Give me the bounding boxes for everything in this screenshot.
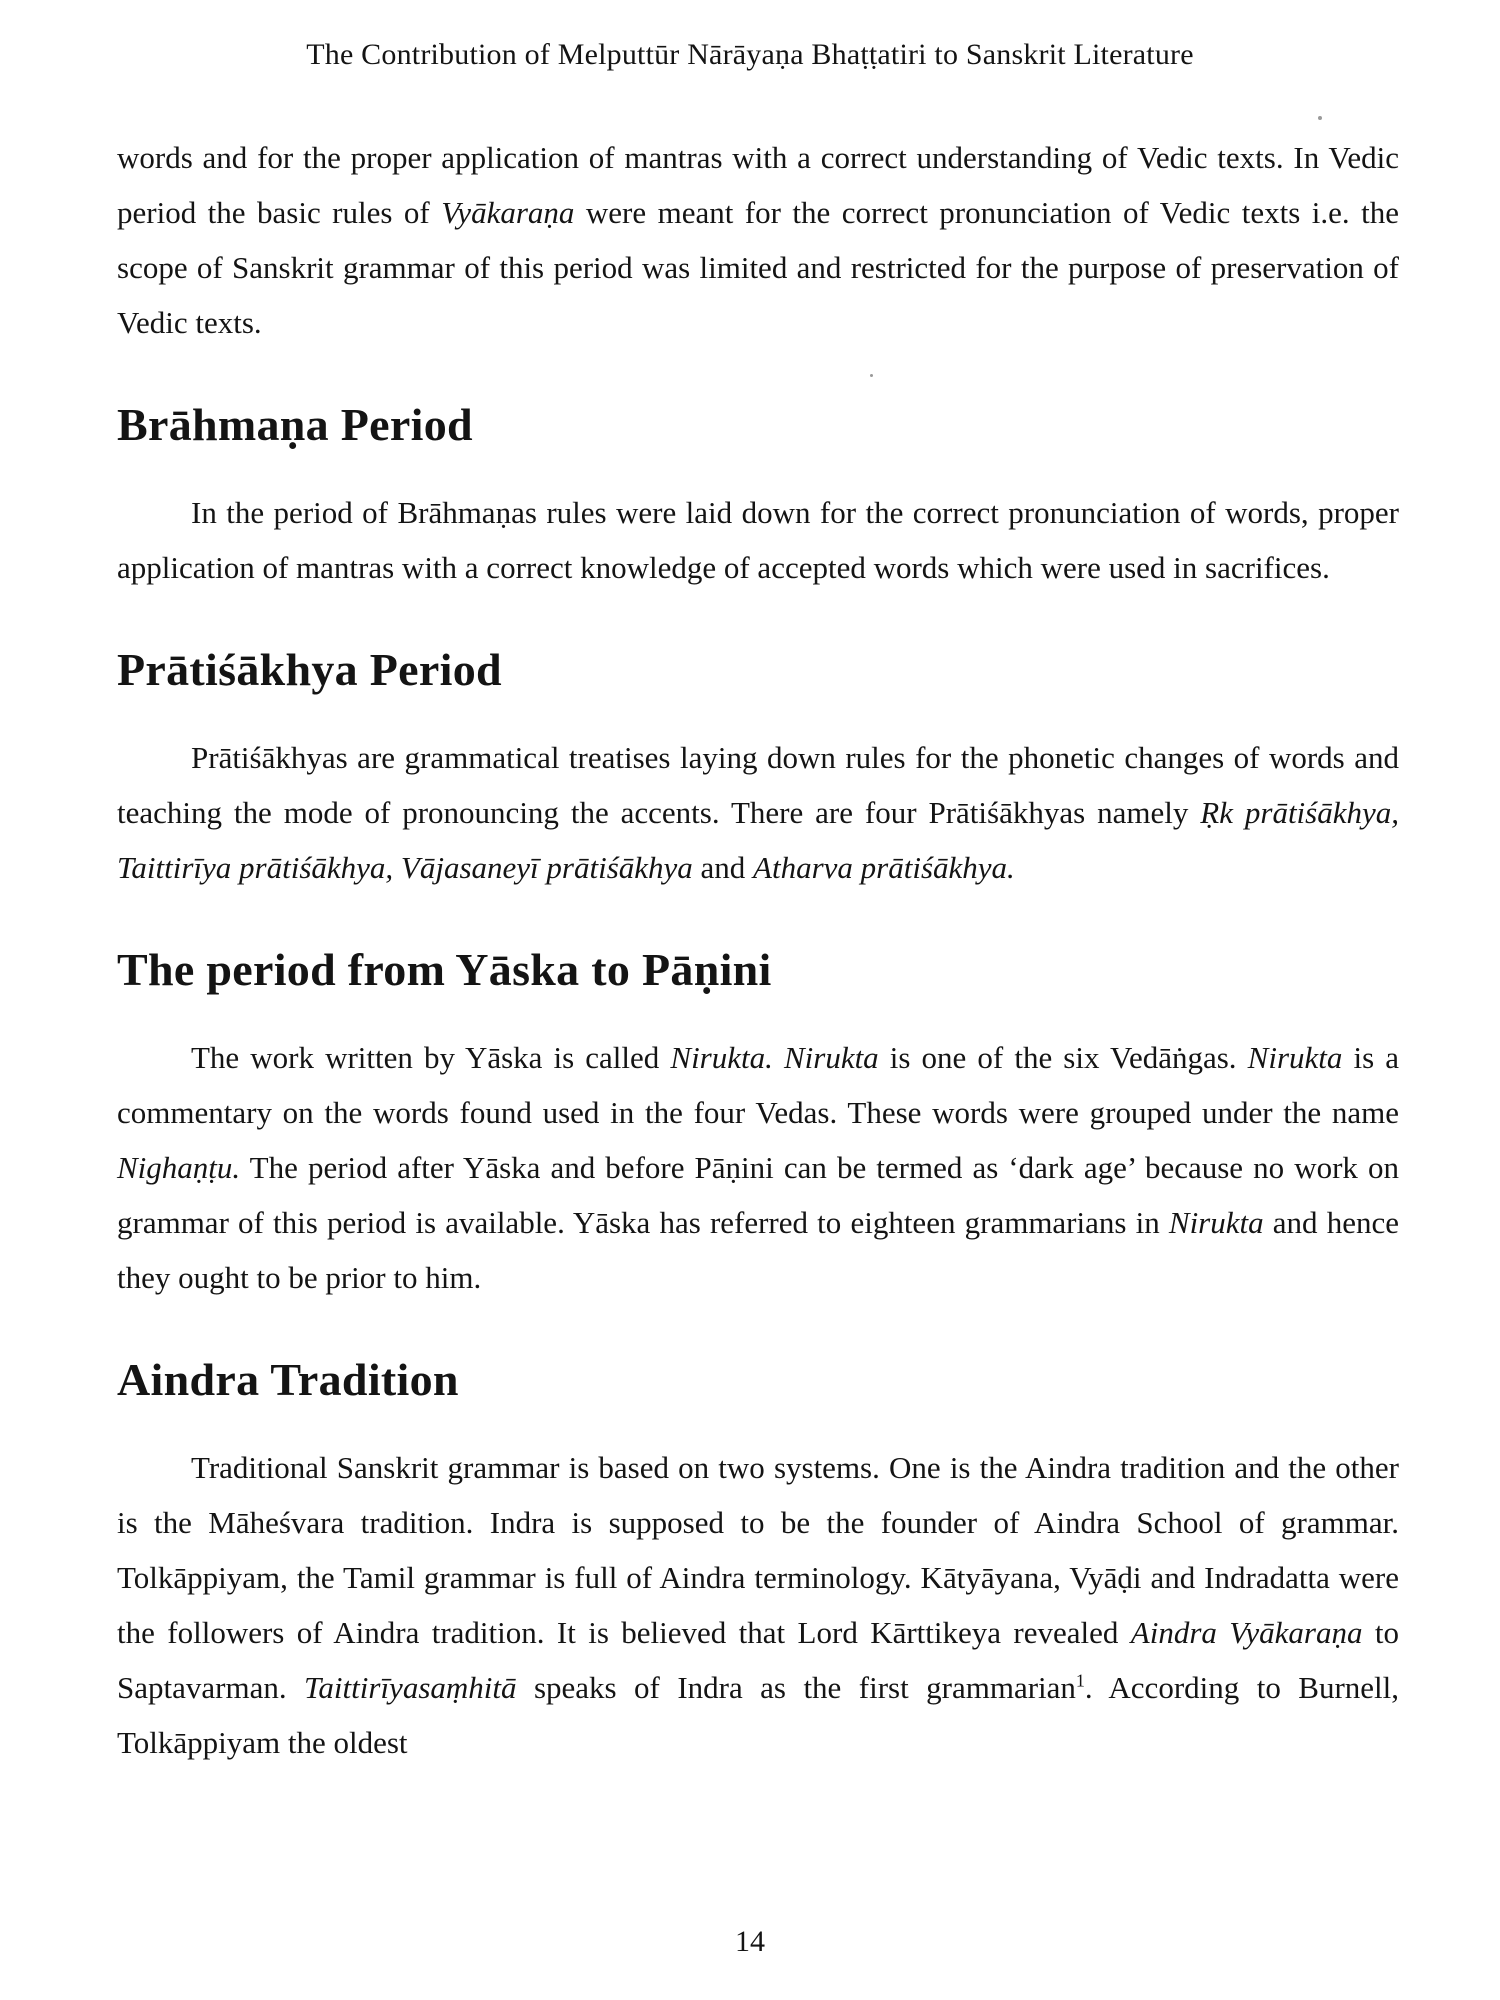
section-heading-yaska: The period from Yāska to Pāṇini [117, 944, 772, 995]
italic-term: Vyākaraṇa [441, 195, 575, 230]
section-heading-pratisakhya: Prātiśākhya Period [117, 644, 502, 695]
italic-term: Ṛk prātiśākhya, Taittirīya prātiśākhya, Vājasaneyī prātiśākhya [117, 795, 1400, 885]
pratisakhya-paragraph: Prātiśākhyas are grammatical treatises laying down rules for the phonetic changes of words and teaching the mode of pronouncing the accents. There are four Prātiśākhyas namely Ṛk prātiśākhya, Taittirīya prātiśākhya, Vājasaneyī prātiśākhya and Atharva prātiśākhya. [117, 740, 1400, 885]
intro-paragraph: words and for the proper application of mantras with a correct understanding of Vedic texts. In Vedic period the basic rules of Vyākaraṇa were meant for the correct pronunciation of Vedic texts i.e. the scope of Sanskrit grammar of this period was limited and restricted for the purpose of preservation of Vedic texts. [117, 140, 1399, 340]
section-heading-brahmana: Brāhmaṇa Period [117, 399, 473, 450]
italic-term: Nirukta [1168, 1205, 1264, 1240]
italic-term: Aindra Vyākaraṇa [1130, 1615, 1363, 1650]
italic-term: Nighaṇṭu. [117, 1150, 241, 1185]
page-number: 14 [735, 1925, 765, 1958]
aindra-paragraph: Traditional Sanskrit grammar is based on two systems. One is the Aindra tradition and the other is the Māheśvara tradition. Indra is supposed to be the founder of Aindra School of grammar. Tolkāppiyam, the Tamil grammar is full of Aindra terminology. Kātyāyana, Vyāḍi and Indradatta were the followers of Aindra tradition. It is believed that Lord Kārttikeya revealed Aindra Vyākaraṇa to Saptavarman. Taittirīyasaṃhitā speaks of Indra as the first grammarian$^1$. According to Burnell, Tolkāppiyam the oldest [117, 1450, 1399, 1760]
italic-term: Nirukta. Nirukta [670, 1040, 879, 1075]
yaska-paragraph: The work written by Yāska is called Nirukta. Nirukta is one of the six Vedāṅgas. Nirukta is a commentary on the words found used in the four Vedas. These words were grouped under the name Nighaṇṭu. The period after Yāska and before Pāṇini can be termed as ‘dark age’ because no work on grammar of this period is available. Yāska has referred to eighteen grammarians in Nirukta and hence they ought to be prior to him. [117, 1040, 1400, 1295]
footnote-marker[interactable]: 1 [1075, 1670, 1085, 1691]
italic-term: Atharva prātiśākhya. [753, 850, 1015, 885]
italic-term: Nirukta [1247, 1040, 1343, 1075]
italic-term: Taittirīyasaṃhitā [304, 1670, 517, 1705]
brahmana-paragraph: In the period of Brāhmaṇas rules were laid down for the correct pronunciation of words, proper application of mantras with a correct knowledge of accepted words which were used in sacrifices. [117, 495, 1399, 585]
running-header: The Contribution of Melputtūr Nārāyaṇa Bhaṭṭatiri to Sanskrit Literature [306, 38, 1194, 71]
page-body [117, 130, 1399, 1770]
section-heading-aindra: Aindra Tradition [117, 1354, 459, 1405]
scan-speck [1318, 116, 1322, 120]
